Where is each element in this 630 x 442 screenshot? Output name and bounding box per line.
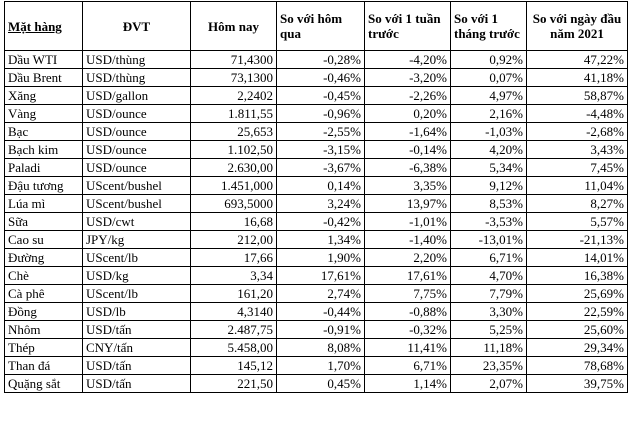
cell-vs-yesterday: 1,90%	[277, 249, 365, 267]
table-body	[5, 51, 628, 393]
cell-unit: USD/tấn	[83, 321, 191, 339]
table-row	[5, 141, 628, 159]
cell-unit: USD/ounce	[83, 123, 191, 141]
cell-vs-year-start: 39,75%	[527, 375, 628, 393]
cell-commodity: Đậu tương	[5, 177, 83, 195]
cell-vs-month: 4,97%	[451, 87, 527, 105]
cell-vs-year-start: 14,01%	[527, 249, 628, 267]
cell-unit: USD/cwt	[83, 213, 191, 231]
cell-today: 5.458,00	[191, 339, 277, 357]
cell-commodity: Đồng	[5, 303, 83, 321]
cell-vs-month: 5,34%	[451, 159, 527, 177]
table-row	[5, 285, 628, 303]
cell-vs-year-start: -21,13%	[527, 231, 628, 249]
cell-unit: JPY/kg	[83, 231, 191, 249]
cell-unit: USD/kg	[83, 267, 191, 285]
cell-vs-yesterday: 8,08%	[277, 339, 365, 357]
cell-vs-yesterday: -0,44%	[277, 303, 365, 321]
cell-vs-year-start: 78,68%	[527, 357, 628, 375]
cell-unit: UScent/bushel	[83, 177, 191, 195]
table-row	[5, 267, 628, 285]
cell-vs-week: -1,64%	[365, 123, 451, 141]
cell-vs-month: 2,16%	[451, 105, 527, 123]
cell-unit: USD/thùng	[83, 51, 191, 69]
cell-vs-month: 4,70%	[451, 267, 527, 285]
cell-unit: USD/tấn	[83, 357, 191, 375]
cell-vs-yesterday: 0,14%	[277, 177, 365, 195]
cell-vs-year-start: 16,38%	[527, 267, 628, 285]
cell-today: 3,34	[191, 267, 277, 285]
cell-vs-year-start: -2,68%	[527, 123, 628, 141]
table-row	[5, 195, 628, 213]
cell-today: 2.487,75	[191, 321, 277, 339]
cell-vs-week: 13,97%	[365, 195, 451, 213]
cell-unit: CNY/tấn	[83, 339, 191, 357]
cell-vs-month: 0,07%	[451, 69, 527, 87]
cell-vs-month: 3,30%	[451, 303, 527, 321]
cell-vs-yesterday: -0,28%	[277, 51, 365, 69]
header-vs-yesterday: So với hôm qua	[277, 2, 365, 51]
header-commodity: Mặt hàng	[5, 2, 83, 51]
cell-vs-month: 23,35%	[451, 357, 527, 375]
cell-commodity: Bạc	[5, 123, 83, 141]
cell-unit: UScent/lb	[83, 285, 191, 303]
cell-today: 2,2402	[191, 87, 277, 105]
cell-vs-year-start: -4,48%	[527, 105, 628, 123]
cell-unit: USD/ounce	[83, 105, 191, 123]
cell-vs-yesterday: 1,34%	[277, 231, 365, 249]
cell-unit: USD/ounce	[83, 159, 191, 177]
table-row	[5, 303, 628, 321]
header-vs-week: So với 1 tuần trước	[365, 2, 451, 51]
cell-vs-year-start: 25,69%	[527, 285, 628, 303]
cell-commodity: Quặng sắt	[5, 375, 83, 393]
cell-vs-yesterday: 0,45%	[277, 375, 365, 393]
cell-vs-week: -1,40%	[365, 231, 451, 249]
cell-vs-yesterday: -2,55%	[277, 123, 365, 141]
table-row	[5, 177, 628, 195]
cell-vs-week: -6,38%	[365, 159, 451, 177]
cell-today: 2.630,00	[191, 159, 277, 177]
cell-vs-week: -4,20%	[365, 51, 451, 69]
table-row	[5, 339, 628, 357]
header-today: Hôm nay	[191, 2, 277, 51]
cell-vs-yesterday: -0,46%	[277, 69, 365, 87]
cell-vs-year-start: 58,87%	[527, 87, 628, 105]
table-row	[5, 249, 628, 267]
cell-vs-year-start: 29,34%	[527, 339, 628, 357]
cell-unit: UScent/lb	[83, 249, 191, 267]
cell-vs-month: 4,20%	[451, 141, 527, 159]
cell-vs-year-start: 5,57%	[527, 213, 628, 231]
cell-today: 693,5000	[191, 195, 277, 213]
table-row	[5, 213, 628, 231]
cell-vs-yesterday: -0,42%	[277, 213, 365, 231]
cell-unit: USD/thùng	[83, 69, 191, 87]
cell-today: 4,3140	[191, 303, 277, 321]
cell-vs-yesterday: -0,45%	[277, 87, 365, 105]
table-row	[5, 51, 628, 69]
cell-commodity: Chè	[5, 267, 83, 285]
cell-commodity: Than đá	[5, 357, 83, 375]
cell-unit: USD/ounce	[83, 141, 191, 159]
table-row	[5, 321, 628, 339]
header-row	[5, 2, 628, 51]
table-row	[5, 375, 628, 393]
cell-vs-month: 0,92%	[451, 51, 527, 69]
table-row	[5, 69, 628, 87]
table-row	[5, 123, 628, 141]
cell-vs-week: -3,20%	[365, 69, 451, 87]
cell-vs-week: 3,35%	[365, 177, 451, 195]
cell-today: 16,68	[191, 213, 277, 231]
table-row	[5, 105, 628, 123]
cell-vs-yesterday: 17,61%	[277, 267, 365, 285]
cell-vs-month: -3,53%	[451, 213, 527, 231]
cell-vs-month: 9,12%	[451, 177, 527, 195]
cell-vs-week: 1,14%	[365, 375, 451, 393]
table-row	[5, 231, 628, 249]
cell-vs-year-start: 25,60%	[527, 321, 628, 339]
cell-vs-week: 2,20%	[365, 249, 451, 267]
cell-vs-year-start: 7,45%	[527, 159, 628, 177]
commodity-price-table	[4, 1, 628, 393]
cell-vs-yesterday: 2,74%	[277, 285, 365, 303]
cell-vs-month: -1,03%	[451, 123, 527, 141]
cell-vs-week: 11,41%	[365, 339, 451, 357]
cell-vs-week: 0,20%	[365, 105, 451, 123]
header-unit: ĐVT	[83, 2, 191, 51]
cell-unit: USD/gallon	[83, 87, 191, 105]
cell-commodity: Paladi	[5, 159, 83, 177]
cell-vs-year-start: 47,22%	[527, 51, 628, 69]
header-vs-year-start: So với ngày đầu năm 2021	[527, 2, 628, 51]
cell-vs-yesterday: -3,67%	[277, 159, 365, 177]
cell-unit: USD/tấn	[83, 375, 191, 393]
cell-vs-yesterday: -0,91%	[277, 321, 365, 339]
cell-vs-year-start: 41,18%	[527, 69, 628, 87]
cell-vs-month: 8,53%	[451, 195, 527, 213]
cell-vs-year-start: 11,04%	[527, 177, 628, 195]
cell-commodity: Lúa mì	[5, 195, 83, 213]
cell-vs-week: -0,14%	[365, 141, 451, 159]
cell-commodity: Sữa	[5, 213, 83, 231]
cell-today: 25,653	[191, 123, 277, 141]
cell-vs-yesterday: -0,96%	[277, 105, 365, 123]
cell-today: 145,12	[191, 357, 277, 375]
cell-vs-week: -1,01%	[365, 213, 451, 231]
cell-vs-week: 17,61%	[365, 267, 451, 285]
cell-vs-week: -0,32%	[365, 321, 451, 339]
cell-commodity: Xăng	[5, 87, 83, 105]
cell-commodity: Dầu WTI	[5, 51, 83, 69]
table-row	[5, 87, 628, 105]
cell-commodity: Dầu Brent	[5, 69, 83, 87]
cell-vs-month: 6,71%	[451, 249, 527, 267]
cell-vs-year-start: 22,59%	[527, 303, 628, 321]
cell-vs-month: 11,18%	[451, 339, 527, 357]
cell-today: 221,50	[191, 375, 277, 393]
cell-today: 17,66	[191, 249, 277, 267]
cell-today: 212,00	[191, 231, 277, 249]
cell-unit: UScent/bushel	[83, 195, 191, 213]
table-row	[5, 159, 628, 177]
cell-vs-yesterday: 1,70%	[277, 357, 365, 375]
cell-unit: USD/lb	[83, 303, 191, 321]
cell-vs-month: 7,79%	[451, 285, 527, 303]
cell-vs-year-start: 3,43%	[527, 141, 628, 159]
cell-vs-yesterday: -3,15%	[277, 141, 365, 159]
header-vs-month: So với 1 tháng trước	[451, 2, 527, 51]
cell-commodity: Vàng	[5, 105, 83, 123]
cell-vs-week: 6,71%	[365, 357, 451, 375]
cell-vs-week: 7,75%	[365, 285, 451, 303]
cell-commodity: Cao su	[5, 231, 83, 249]
cell-commodity: Nhôm	[5, 321, 83, 339]
cell-vs-yesterday: 3,24%	[277, 195, 365, 213]
cell-commodity: Cà phê	[5, 285, 83, 303]
cell-vs-month: 5,25%	[451, 321, 527, 339]
cell-today: 1.102,50	[191, 141, 277, 159]
cell-commodity: Thép	[5, 339, 83, 357]
cell-vs-month: 2,07%	[451, 375, 527, 393]
table-row	[5, 357, 628, 375]
cell-vs-week: -2,26%	[365, 87, 451, 105]
cell-today: 71,4300	[191, 51, 277, 69]
cell-today: 1.451,000	[191, 177, 277, 195]
cell-commodity: Đường	[5, 249, 83, 267]
cell-commodity: Bạch kim	[5, 141, 83, 159]
cell-today: 1.811,55	[191, 105, 277, 123]
cell-today: 73,1300	[191, 69, 277, 87]
cell-vs-year-start: 8,27%	[527, 195, 628, 213]
cell-today: 161,20	[191, 285, 277, 303]
cell-vs-month: -13,01%	[451, 231, 527, 249]
cell-vs-week: -0,88%	[365, 303, 451, 321]
